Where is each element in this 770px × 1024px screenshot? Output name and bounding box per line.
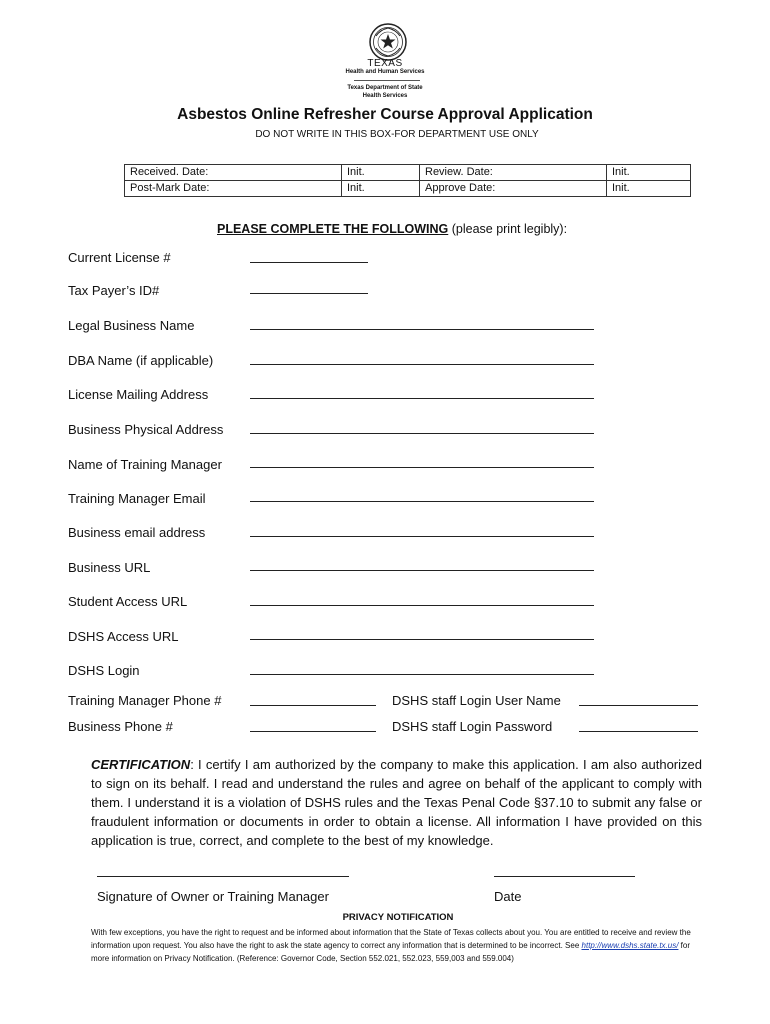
student-access-url-field[interactable] [250,605,594,606]
training-manager-email-field[interactable] [250,501,594,502]
form-instruction [217,222,567,236]
training-manager-email-label: Training Manager Email [68,491,206,506]
logo-divider [354,80,420,81]
received-date-cell: Received. Date: [125,165,342,181]
signature-label: Signature of Owner or Training Manager [97,889,329,904]
business-email-field[interactable] [250,536,594,537]
agency-name-dshs-line2: Health Services [362,93,408,99]
business-url-field[interactable] [250,570,594,571]
agency-name-texas: TEXAS [367,58,403,69]
received-init-cell: Init. [342,165,420,181]
approve-init-cell: Init. [607,181,691,197]
training-manager-name-label: Name of Training Manager [68,457,222,472]
tax-payer-id-label: Tax Payer’s ID# [68,283,160,298]
current-license-label: Current License # [68,250,171,265]
dshs-website-link[interactable]: http://www.dshs.state.tx.us/ [581,941,679,950]
training-manager-name-field[interactable] [250,467,594,468]
privacy-notification-text [91,926,706,965]
student-access-url-label: Student Access URL [68,594,188,609]
training-manager-phone-field[interactable] [250,705,376,706]
training-manager-phone-label: Training Manager Phone # [68,693,222,708]
dshs-login-field[interactable] [250,674,594,675]
dshs-staff-login-user-field[interactable] [579,705,698,706]
table-row [125,181,691,197]
business-phone-label: Business Phone # [68,719,173,734]
tax-payer-id-field[interactable] [250,293,368,294]
department-use-notice: DO NOT WRITE IN THIS BOX-FOR DEPARTMENT USE ONLY [255,129,539,140]
certification-text: : I certify I am authorized by the company to make this application. I am also authorized to sign on its behalf. I read and understand the rules and agree on behalf of the applicant to comply with them. I understand it is a violation of DSHS rules and the Texas Penal Code §37.10 to submit any false or fraudulent information or documents in order to obtain a license. All information I have provided on this application is true, correct, and complete to the best of my knowledge. [91,757,702,848]
document-title: Asbestos Online Refresher Course Approval Application [177,106,593,123]
instruction-rest: (please print legibly): [448,222,568,236]
business-url-label: Business URL [68,560,151,575]
postmark-date-cell: Post-Mark Date: [125,181,342,197]
agency-name-hhs: Health and Human Services [345,69,425,75]
legal-business-name-field[interactable] [250,329,594,330]
license-mailing-address-label: License Mailing Address [68,387,209,402]
business-physical-address-field[interactable] [250,433,594,434]
signature-field[interactable] [97,876,349,877]
privacy-text-after: for more information on Privacy Notification. (Reference: Governor Code, Section 552.021, 552.023, 559,003 and 559.004) [91,941,691,963]
dshs-access-url-label: DSHS Access URL [68,629,179,644]
dshs-staff-login-password-label: DSHS staff Login Password [392,719,553,734]
dshs-login-label: DSHS Login [68,663,140,678]
dba-name-field[interactable] [250,364,594,365]
dba-name-label: DBA Name (if applicable) [68,353,214,368]
business-physical-address-label: Business Physical Address [68,422,224,437]
date-field[interactable] [494,876,635,877]
dshs-staff-login-password-field[interactable] [579,731,698,732]
current-license-field[interactable] [250,262,368,263]
review-init-cell: Init. [607,165,691,181]
agency-name-dshs-line1: Texas Department of State [347,85,423,91]
department-use-table [124,164,691,197]
license-mailing-address-field[interactable] [250,398,594,399]
certification-heading: CERTIFICATION [91,757,191,772]
certification-statement [91,755,702,850]
approve-date-cell: Approve Date: [420,181,607,197]
texas-seal-logo [368,22,408,62]
review-date-cell: Review. Date: [420,165,607,181]
date-label: Date [494,889,522,904]
privacy-notification-title: PRIVACY NOTIFICATION [342,912,454,923]
privacy-text-before: With few exceptions, you have the right to request and be informed about information that the State of Texas collects about you. You are entitled to receive and review the information upon request. You also have the right to ask the state agency to correct any information that is determined to be incorrect. See [91,928,691,950]
business-phone-field[interactable] [250,731,376,732]
instruction-emphasis: PLEASE COMPLETE THE FOLLOWING [217,222,449,236]
legal-business-name-label: Legal Business Name [68,318,195,333]
postmark-init-cell: Init. [342,181,420,197]
dshs-access-url-field[interactable] [250,639,594,640]
dshs-staff-login-user-label: DSHS staff Login User Name [392,693,561,708]
table-row [125,165,691,181]
business-email-label: Business email address [68,525,206,540]
